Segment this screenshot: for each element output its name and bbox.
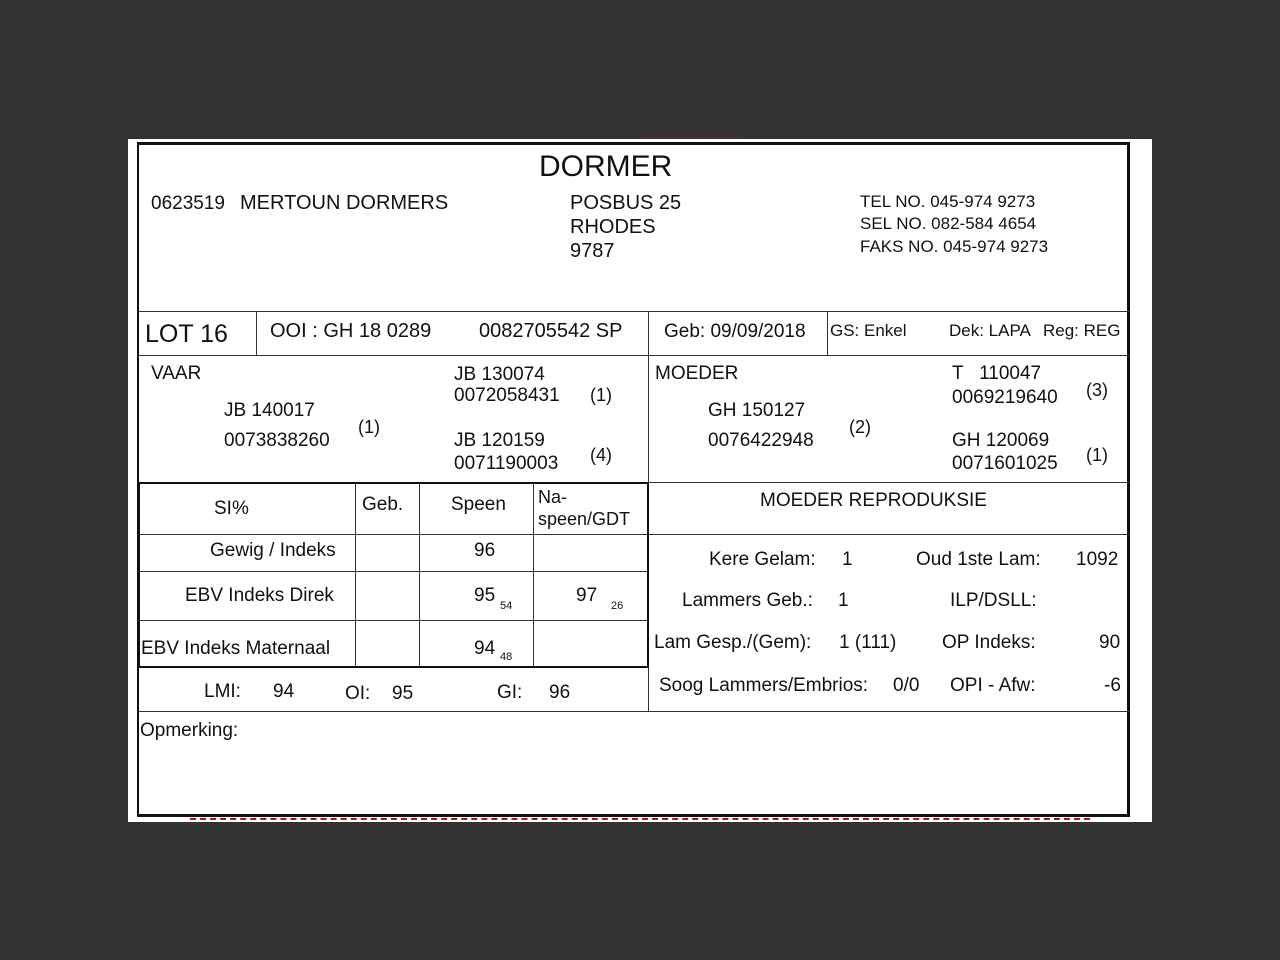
remarks-label: Opmerking:: [140, 720, 239, 741]
divider: [139, 355, 1130, 356]
breeder-name: MERTOUN DORMERS: [240, 192, 449, 214]
sire-sire-id: JB 130074: [454, 364, 545, 385]
dam-dam-number: 0071601025: [952, 453, 1058, 474]
header-si: SI%: [214, 498, 249, 519]
opi-deviation-value: -6: [1104, 675, 1121, 696]
sire-dam-grade: (4): [590, 445, 612, 465]
dam-grade: (2): [849, 417, 871, 437]
times-lambed-label: Kere Gelam:: [709, 549, 816, 570]
dam-sire-number: 0069219640: [952, 387, 1058, 408]
top-edge-mark: [640, 137, 740, 138]
weight-speen: 96: [474, 540, 496, 561]
dam-id: GH 150127: [708, 400, 806, 421]
divider: [355, 483, 356, 666]
opi-deviation-label: OPI - Afw:: [950, 675, 1036, 696]
address-line-3: 9787: [570, 240, 615, 262]
sire-dam-number: 0071190003: [454, 453, 559, 474]
divider: [139, 620, 648, 621]
birth-date: Geb: 09/09/2018: [664, 321, 806, 342]
header-geb: Geb.: [362, 494, 404, 515]
bottom-edge-mark: [190, 818, 1090, 820]
dam-number: 0076422948: [708, 430, 814, 451]
lambs-born-value: 1: [838, 590, 849, 611]
lambs-weaned-label: Lam Gesp./(Gem):: [654, 632, 812, 653]
sire-label: VAAR: [151, 363, 202, 384]
op-index-label: OP Indeks:: [942, 632, 1036, 653]
direct-naspeen-accuracy: 26: [611, 600, 624, 612]
lambs-born-label: Lammers Geb.:: [682, 590, 813, 611]
tel-number: TEL NO. 045-974 9273: [860, 192, 1036, 211]
row-label-weight: Gewig / Indeks: [210, 540, 336, 561]
row-label-direct: EBV Indeks Direk: [185, 585, 334, 606]
table-border: [139, 482, 649, 484]
divider: [648, 312, 649, 355]
address-line-2: RHODES: [570, 216, 656, 238]
divider: [139, 534, 1130, 535]
address-line-1: POSBUS 25: [570, 192, 682, 214]
age-first-lamb-value: 1092: [1076, 549, 1119, 570]
sire-sire-number: 0072058431: [454, 385, 560, 406]
dam-label: MOEDER: [655, 363, 739, 384]
dam-dam-id: GH 120069: [952, 430, 1050, 451]
page-title: DORMER: [539, 150, 673, 183]
birth-status: GS: Enkel: [830, 321, 907, 340]
cell-number: SEL NO. 082-584 4654: [860, 214, 1037, 233]
gi-label: GI:: [497, 682, 523, 703]
op-index-value: 90: [1099, 632, 1121, 653]
gi-value: 96: [549, 682, 571, 703]
maternal-speen: 94: [474, 638, 496, 659]
lambs-weaned-value: 1 (111): [839, 632, 897, 653]
divider: [533, 483, 534, 666]
sire-dam-id: JB 120159: [454, 430, 545, 451]
table-border: [138, 482, 140, 668]
age-first-lamb-label: Oud 1ste Lam:: [916, 549, 1041, 570]
oi-label: OI:: [345, 683, 371, 704]
divider: [139, 711, 1130, 712]
sire-id: JB 140017: [224, 400, 315, 421]
ewe-number: 0082705542 SP: [479, 320, 623, 342]
lmi-value: 94: [273, 681, 295, 702]
maternal-speen-accuracy: 48: [500, 651, 513, 663]
direct-naspeen: 97: [576, 585, 598, 606]
header-speen: Speen: [451, 494, 506, 515]
header-naspeen: Na- speen/GDT: [538, 487, 631, 529]
times-lambed-value: 1: [842, 549, 853, 570]
sire-sire-grade: (1): [590, 385, 612, 405]
row-label-maternal: EBV Indeks Maternaal: [141, 638, 331, 659]
direct-speen: 95: [474, 585, 496, 606]
fax-number: FAKS NO. 045-974 9273: [860, 237, 1049, 256]
ewe-id: OOI : GH 18 0289: [270, 320, 432, 342]
dam-sire-grade: (3): [1086, 380, 1108, 400]
table-border: [647, 482, 649, 668]
divider: [419, 483, 420, 666]
oi-value: 95: [392, 683, 414, 704]
reproduction-title: MOEDER REPRODUKSIE: [760, 490, 987, 511]
table-border: [139, 666, 649, 668]
foster-lambs-label: Soog Lammers/Embrios:: [659, 675, 869, 696]
lmi-label: LMI:: [204, 681, 241, 702]
dam-sire-id: T 110047: [952, 363, 1042, 384]
divider: [256, 312, 257, 355]
lot-number: LOT 16: [145, 320, 228, 348]
divider: [827, 312, 828, 355]
ilp-label: ILP/DSLL:: [950, 590, 1037, 611]
registration: Reg: REG: [1043, 321, 1121, 340]
foster-lambs-value: 0/0: [893, 675, 920, 696]
divider: [139, 311, 1130, 312]
sire-grade: (1): [358, 417, 380, 437]
dam-dam-grade: (1): [1086, 445, 1108, 465]
sire-number: 0073838260: [224, 430, 330, 451]
mated-to: Dek: LAPA: [949, 321, 1031, 340]
divider: [139, 571, 648, 572]
direct-speen-accuracy: 54: [500, 600, 513, 612]
breeder-number: 0623519: [151, 193, 225, 214]
